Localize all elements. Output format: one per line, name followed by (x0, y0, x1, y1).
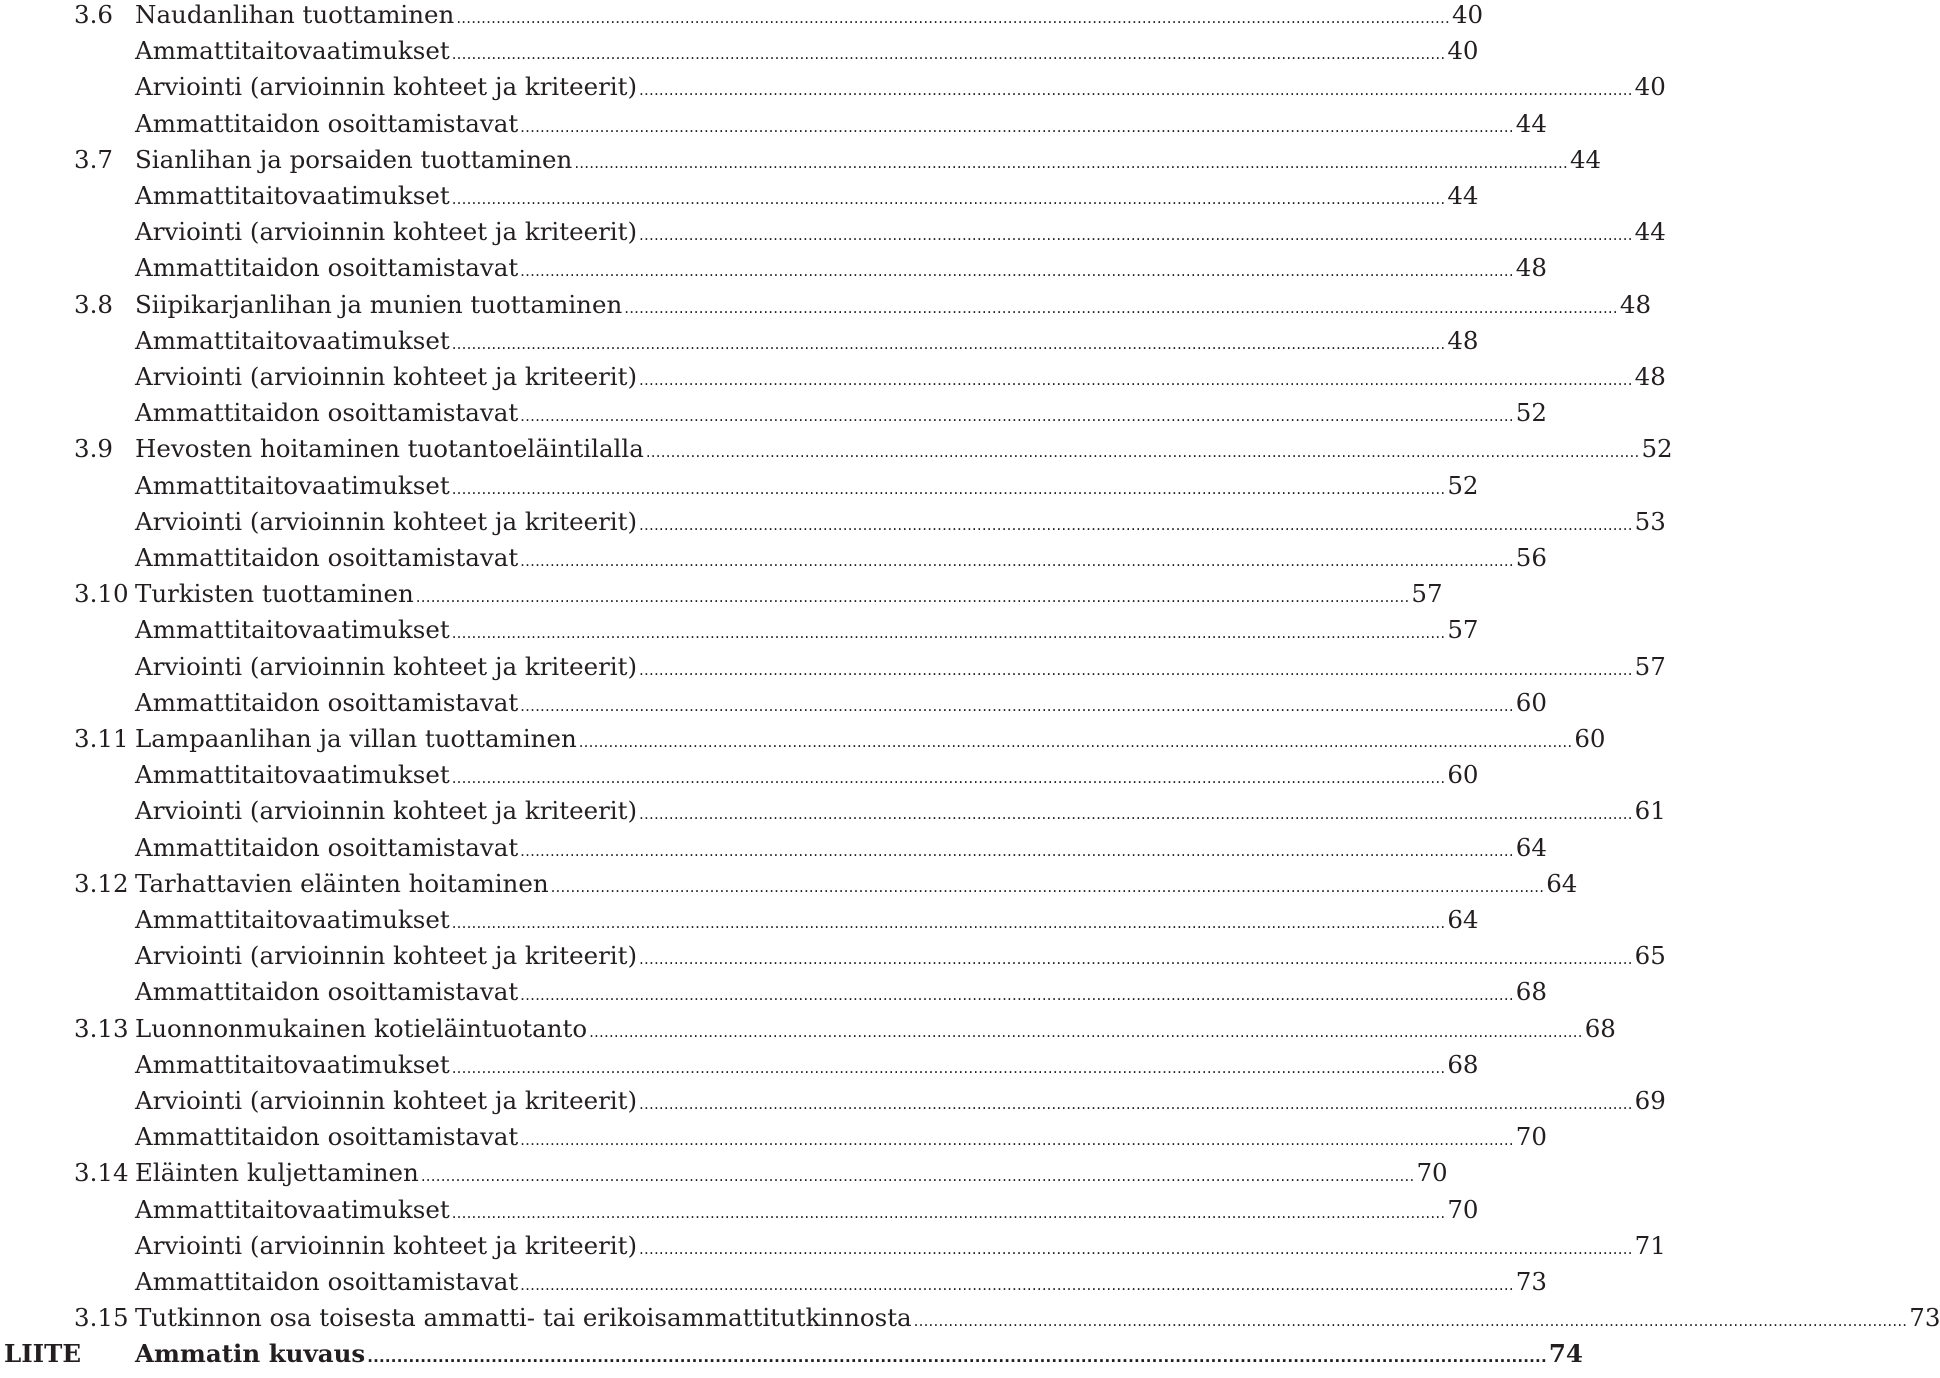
toc-entry[interactable] (0, 69, 1666, 105)
toc-entry-line (135, 214, 1666, 250)
section-number: 3.14 (74, 1158, 129, 1188)
dot-leader: ........................................................................................................................................................................................................ (520, 117, 1514, 136)
dot-leader: ........................................................................................................................................................................................................ (451, 624, 1446, 643)
toc-entry[interactable] (0, 1011, 1616, 1047)
entry-title: Arviointi (arvioinnin kohteet ja kriteerit) (135, 506, 638, 536)
toc-entry-line (135, 1083, 1666, 1119)
appendix-label: LIITE (4, 1339, 82, 1369)
page-number: 60 (1447, 760, 1479, 790)
dot-leader: ........................................................................................................................................................................................................ (639, 515, 1633, 534)
dot-leader: ........................................................................................................................................................................................................ (520, 1131, 1514, 1150)
page-number: 48 (1619, 289, 1652, 319)
page-number: 60 (1574, 724, 1606, 753)
page-number: 52 (1515, 398, 1547, 428)
toc-entry[interactable] (0, 902, 1479, 938)
section-number: 3.15 (74, 1303, 129, 1333)
dot-leader: ........................................................................................................................................................................................................ (550, 877, 1545, 896)
entry-title: Ammattitaitovaatimukset (135, 615, 450, 645)
entry-title: Ammattitaidon osoittamistavat (135, 543, 519, 572)
section-number: 3.11 (74, 724, 129, 753)
toc-entry[interactable] (0, 685, 1547, 721)
page-number: 57 (1411, 579, 1443, 609)
page-number: 73 (1909, 1303, 1940, 1333)
toc-entry-line (135, 0, 1484, 33)
dot-leader: ........................................................................................................................................................................................................ (578, 733, 1573, 751)
page-number: 44 (1515, 108, 1547, 138)
entry-title: Ammattitaidon osoittamistavat (135, 832, 519, 862)
entry-title: Eläinten kuljettaminen (135, 1158, 419, 1188)
section-number: 3.13 (74, 1013, 129, 1043)
entry-title: Hevosten hoitaminen tuotantoeläintilalla (135, 434, 644, 464)
entry-title: Arviointi (arvioinnin kohteet ja kriteerit) (135, 1086, 638, 1115)
toc-entry-line (135, 540, 1547, 576)
toc-entry-line (135, 1155, 1448, 1191)
dot-leader: ........................................................................................................................................................................................................ (367, 1348, 1547, 1367)
entry-title: Arviointi (arvioinnin kohteet ja kriteerit) (135, 362, 638, 391)
toc-entry-line (135, 359, 1666, 395)
dot-leader: ........................................................................................................................................................................................................ (639, 660, 1633, 679)
dot-leader: ........................................................................................................................................................................................................ (639, 950, 1633, 969)
page-number: 64 (1546, 868, 1578, 898)
toc-entry[interactable] (0, 649, 1666, 685)
toc-entry[interactable] (0, 33, 1479, 69)
toc-entry[interactable] (0, 1047, 1479, 1083)
section-number: 3.8 (74, 289, 113, 319)
entry-title: Ammattitaidon osoittamistavat (135, 687, 519, 717)
page-number: 57 (1447, 615, 1479, 645)
dot-leader: ........................................................................................................................................................................................................ (420, 1167, 1415, 1186)
page-number: 70 (1447, 1194, 1479, 1224)
toc-entry-line (135, 431, 1673, 467)
toc-entry-line (135, 1228, 1666, 1264)
toc-entry-line (135, 468, 1479, 504)
toc-entry-line (135, 974, 1547, 1010)
toc-entry-line (135, 106, 1547, 142)
page-number: 71 (1634, 1230, 1666, 1260)
page-number: 44 (1569, 144, 1602, 174)
toc-entry[interactable] (0, 830, 1547, 866)
entry-title: Luonnonmukainen kotieläintuotanto (135, 1013, 588, 1043)
toc-entry-line (135, 721, 1606, 757)
dot-leader: ........................................................................................................................................................................................................ (451, 45, 1446, 64)
dot-leader: ........................................................................................................................................................................................................ (451, 334, 1446, 353)
page-number: 74 (1548, 1339, 1583, 1369)
toc-entry[interactable] (0, 1228, 1666, 1264)
page-number: 40 (1451, 0, 1484, 29)
dot-leader: ........................................................................................................................................................................................................ (645, 443, 1640, 462)
toc-entry-line (135, 1264, 1547, 1300)
toc-entry[interactable] (0, 1083, 1666, 1119)
toc-entry[interactable] (0, 1336, 1583, 1372)
page-number: 64 (1515, 832, 1547, 862)
toc-entry[interactable] (0, 468, 1479, 504)
entry-title: Arviointi (arvioinnin kohteet ja kriteerit) (135, 72, 638, 102)
page-number: 48 (1447, 325, 1479, 355)
page-number: 48 (1515, 253, 1547, 283)
entry-title: Arviointi (arvioinnin kohteet ja kriteerit) (135, 217, 638, 247)
dot-leader: ........................................................................................................................................................................................................ (639, 805, 1633, 824)
toc-entry[interactable] (0, 612, 1479, 648)
entry-title: Sianlihan ja porsaiden tuottaminen (135, 144, 573, 174)
page-number: 44 (1447, 181, 1479, 210)
dot-leader: ........................................................................................................................................................................................................ (456, 9, 1450, 27)
dot-leader: ........................................................................................................................................................................................................ (415, 588, 1410, 607)
toc-entry[interactable] (0, 1300, 1940, 1336)
toc-entry[interactable] (0, 938, 1666, 974)
toc-entry[interactable] (0, 142, 1602, 178)
entry-title: Tarhattavien eläinten hoitaminen (135, 868, 549, 898)
toc-entry-line (135, 178, 1479, 214)
dot-leader: ........................................................................................................................................................................................................ (451, 479, 1446, 498)
toc-entry[interactable] (0, 757, 1479, 793)
toc-entry-line (135, 793, 1666, 829)
page-number: 69 (1634, 1086, 1666, 1115)
toc-entry[interactable] (0, 504, 1666, 540)
dot-leader: ........................................................................................................................................................................................................ (451, 769, 1446, 788)
toc-entry[interactable] (0, 866, 1578, 902)
toc-entry-line (135, 250, 1547, 286)
toc-entry-line (135, 1011, 1616, 1047)
toc-entry[interactable] (0, 1155, 1448, 1191)
dot-leader: ........................................................................................................................................................................................................ (624, 298, 1618, 317)
entry-title: Turkisten tuottaminen (135, 579, 414, 609)
toc-entry-line (135, 1119, 1547, 1155)
entry-title: Ammattitaitovaatimukset (135, 325, 450, 355)
dot-leader: ........................................................................................................................................................................................................ (520, 696, 1514, 715)
entry-title: Ammattitaidon osoittamistavat (135, 253, 519, 283)
dot-leader: ........................................................................................................................................................................................................ (451, 1203, 1446, 1222)
dot-leader: ........................................................................................................................................................................................................ (574, 153, 1568, 172)
entry-title: Arviointi (arvioinnin kohteet ja kriteerit) (135, 796, 638, 826)
toc-entry-line (135, 938, 1666, 974)
toc-entry-line (135, 1192, 1479, 1228)
toc-entry[interactable] (0, 106, 1547, 142)
toc-entry-line (135, 649, 1666, 685)
toc-entry[interactable] (0, 323, 1479, 359)
toc-entry[interactable] (0, 395, 1547, 431)
entry-title: Ammattitaidon osoittamistavat (135, 1122, 519, 1152)
page-number: 68 (1515, 977, 1547, 1007)
toc-entry[interactable] (0, 431, 1673, 467)
dot-leader: ........................................................................................................................................................................................................ (520, 262, 1514, 281)
toc-entry-line (135, 287, 1652, 323)
page-number: 64 (1447, 905, 1479, 934)
section-number: 3.9 (74, 434, 113, 464)
entry-title: Ammattitaitovaatimukset (135, 470, 450, 500)
section-number: 3.7 (74, 144, 113, 174)
toc-entry[interactable] (0, 359, 1666, 395)
dot-leader: ........................................................................................................................................................................................................ (639, 226, 1633, 245)
toc-entry-line (135, 576, 1443, 612)
entry-title: Arviointi (arvioinnin kohteet ja kriteerit) (135, 941, 638, 971)
toc-entry-line (135, 685, 1547, 721)
page-number: 61 (1634, 796, 1666, 826)
toc-entry-line (135, 612, 1479, 648)
dot-leader: ........................................................................................................................................................................................................ (913, 1312, 1908, 1331)
toc-entry-line (135, 395, 1547, 431)
toc-entry-line (135, 323, 1479, 359)
dot-leader: ........................................................................................................................................................................................................ (520, 407, 1514, 426)
dot-leader: ........................................................................................................................................................................................................ (639, 1239, 1633, 1258)
toc-entry-line (135, 504, 1666, 540)
dot-leader: ........................................................................................................................................................................................................ (639, 371, 1633, 389)
toc-entry-line (135, 142, 1602, 178)
entry-title: Ammattitaitovaatimukset (135, 905, 450, 934)
dot-leader: ........................................................................................................................................................................................................ (451, 1058, 1446, 1077)
dot-leader: ........................................................................................................................................................................................................ (639, 81, 1633, 100)
toc-entry[interactable] (0, 540, 1547, 576)
entry-title: Ammattitaitovaatimukset (135, 1049, 450, 1079)
dot-leader: ........................................................................................................................................................................................................ (520, 1276, 1514, 1294)
toc-entry[interactable] (0, 1119, 1547, 1155)
dot-leader: ........................................................................................................................................................................................................ (520, 552, 1514, 570)
toc-entry[interactable] (0, 214, 1666, 250)
entry-title: Ammattitaidon osoittamistavat (135, 398, 519, 428)
dot-leader: ........................................................................................................................................................................................................ (520, 986, 1514, 1005)
toc-entry-line (135, 757, 1479, 793)
page-number: 52 (1641, 434, 1673, 464)
entry-title: Siipikarjanlihan ja munien tuottaminen (135, 289, 623, 319)
toc-entry[interactable] (0, 793, 1666, 829)
toc-entry-line (135, 69, 1666, 105)
toc-entry-line (135, 1336, 1583, 1372)
page-number: 65 (1634, 941, 1666, 971)
entry-title: Ammattitaidon osoittamistavat (135, 977, 519, 1007)
page-number: 70 (1515, 1122, 1547, 1152)
page-number: 57 (1634, 651, 1666, 681)
toc-entry[interactable] (0, 974, 1547, 1010)
entry-title: Ammattitaitovaatimukset (135, 181, 450, 210)
toc-entry[interactable] (0, 178, 1479, 214)
section-number: 3.6 (74, 0, 113, 29)
entry-title: Naudanlihan tuottaminen (135, 0, 455, 29)
page-number: 48 (1634, 362, 1666, 391)
page-number: 68 (1584, 1013, 1616, 1043)
toc-entry[interactable] (0, 576, 1443, 612)
toc-entry-line (135, 830, 1547, 866)
entry-title: Ammattitaitovaatimukset (135, 36, 450, 66)
toc-entry[interactable] (0, 721, 1606, 757)
page-number: 68 (1447, 1049, 1479, 1079)
entry-title: Lampaanlihan ja villan tuottaminen (135, 724, 577, 753)
section-number: 3.10 (74, 579, 129, 609)
page-number: 73 (1515, 1267, 1547, 1296)
page-number: 53 (1634, 506, 1666, 536)
page-number: 52 (1447, 470, 1479, 500)
section-number: 3.12 (74, 868, 129, 898)
toc-entry-line (135, 33, 1479, 69)
dot-leader: ........................................................................................................................................................................................................ (451, 914, 1446, 932)
toc-entry[interactable] (0, 1264, 1547, 1300)
page-number: 44 (1634, 217, 1666, 247)
page-number: 60 (1515, 687, 1547, 717)
toc-entry-line (135, 1300, 1940, 1336)
entry-title: Ammattitaidon osoittamistavat (135, 108, 519, 138)
entry-title: Ammattitaitovaatimukset (135, 760, 450, 790)
toc-entry-line (135, 902, 1479, 938)
entry-title: Ammattitaitovaatimukset (135, 1194, 450, 1224)
dot-leader: ........................................................................................................................................................................................................ (451, 190, 1446, 208)
page-number: 40 (1634, 72, 1666, 102)
toc-entry-line (135, 1047, 1479, 1083)
page-number: 56 (1515, 543, 1547, 572)
toc-entry[interactable] (0, 1192, 1479, 1228)
entry-title: Tutkinnon osa toisesta ammatti- tai erikoisammattitutkinnosta (135, 1303, 912, 1333)
entry-title: Arviointi (arvioinnin kohteet ja kriteerit) (135, 651, 638, 681)
toc-entry[interactable] (0, 250, 1547, 286)
dot-leader: ........................................................................................................................................................................................................ (589, 1022, 1583, 1041)
entry-title: Arviointi (arvioinnin kohteet ja kriteerit) (135, 1230, 638, 1260)
page-number: 70 (1416, 1158, 1448, 1188)
toc-entry[interactable] (0, 287, 1652, 323)
entry-title: Ammatin kuvaus (135, 1339, 366, 1369)
dot-leader: ........................................................................................................................................................................................................ (639, 1095, 1633, 1113)
dot-leader: ........................................................................................................................................................................................................ (520, 841, 1514, 860)
toc-entry[interactable] (0, 0, 1484, 33)
page-number: 40 (1447, 36, 1479, 66)
toc-entry-line (135, 866, 1578, 902)
entry-title: Ammattitaidon osoittamistavat (135, 1267, 519, 1296)
